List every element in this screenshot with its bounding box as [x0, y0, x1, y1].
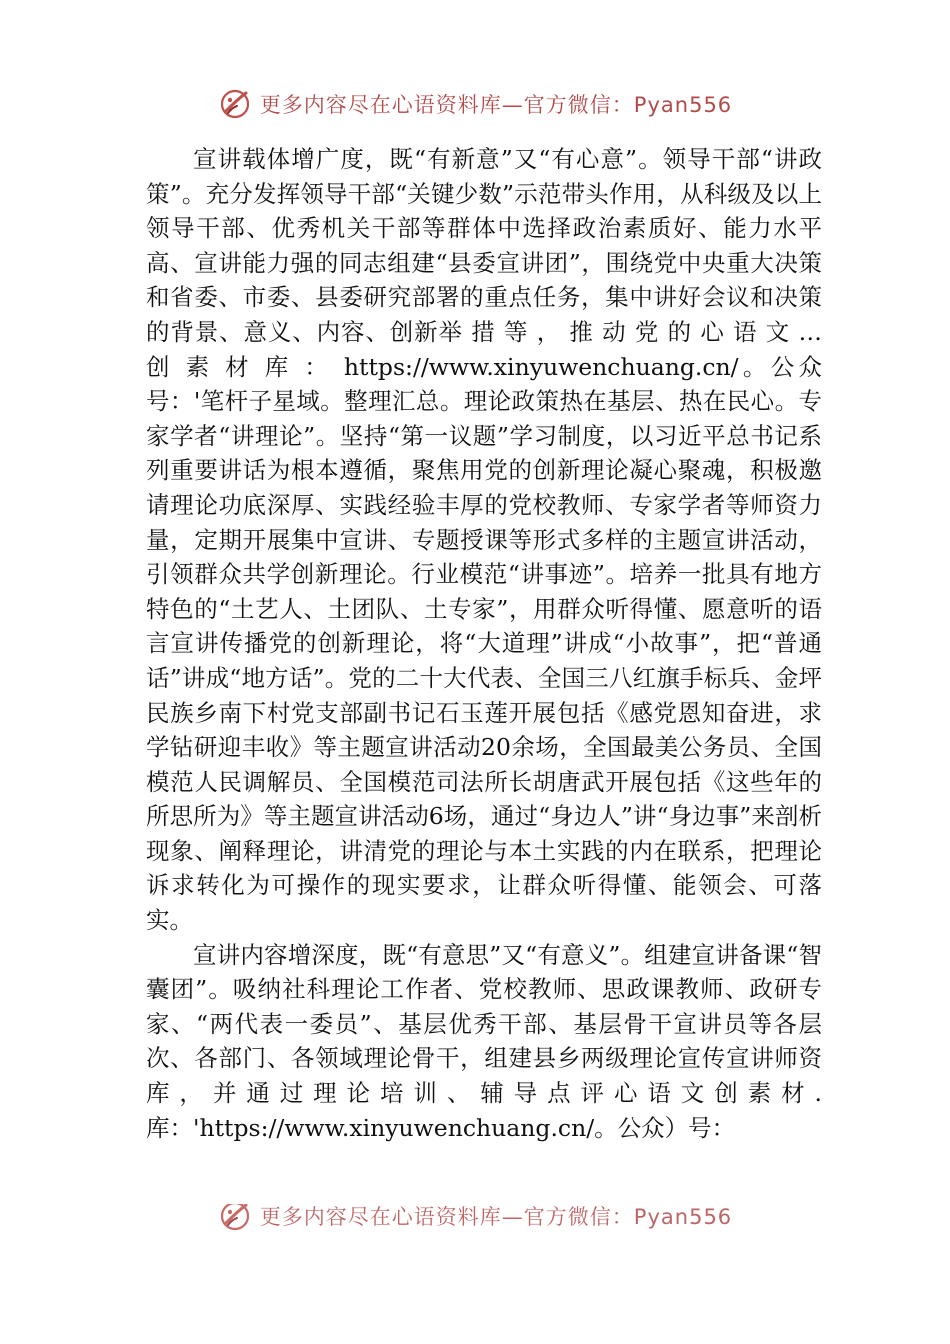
paragraph-1: 宣讲载体增广度，既“有新意”又“有心意”。领导干部“讲政策”。充分发挥领导干部“关键少数”示范带头作用，从科级及以上领导干部、优秀机关干部等群体中选择政治素质好、能力水平高、宣讲能力强的同志组建“县委宣讲团”，围绕党中央重大决策和省委、市委、县委研究部署的重点任务，集中讲好会议和决策的背景、意义、内容、创新举 措 等 ， 推 动 党 的 心 语 文 … 创 素 材 库 ： https://www.xinyuwenchuang.cn/。公众号：'笔杆子星域。整理汇总。理论政策热在基层、热在民心。专家学者“讲理论”。坚持“第一议题”学习制度，以习近平总书记系列重要讲话为根本遵循，聚焦用党的创新理论凝心聚魂，积极邀请理论功底深厚、实践经验丰厚的党校教师、专家学者等师资力量，定期开展集中宣讲、专题授课等形式多样的主题宣讲活动，引领群众共学创新理论。行业模范“讲事迹”。培养一批具有地方特色的“土艺人、土团队、土专家”，用群众听得懂、愿意听的语言宣讲传播党的创新理论，将“大道理”讲成“小故事”，把“普通话”讲成“地方话”。党的二十大代表、全国三八红旗手标兵、金坪民族乡南下村党支部副书记石玉莲开展包括《感党恩知奋进，求学钻研迎丰收》等主题宣讲活动20余场，全国最美公务员、全国模范人民调解员、全国模范司法所长胡唐武开展包括《这些年的所思所为》等主题宣讲活动6场，通过“身边人”讲“身边事”来剖析现象、阐释理论，讲清党的理论与本土实践的内在联系，把理论诉求转化为可操作的现实要求，让群众听得懂、能领会、可落实。 — [146, 145, 822, 935]
banner-text: 更多内容尽在心语资料库—官方微信：Pyan556 — [259, 93, 733, 117]
footer-banner — [0, 1204, 950, 1244]
header-banner — [0, 84, 950, 124]
paragraph-2: 宣讲内容增深度，既“有意思”又“有意义”。组建宣讲备课“智囊团”。吸纳社科理论工作者、党校教师、思政课教师、政研专家、“两代表一委员”、基层优秀干部、基层骨干宣讲员等各层次、各部门、各领域理论骨干，组建县乡两级理论宣传宣讲师资库，并通过理论培训、辅导点评心语文创素材.库：'https://www.xinyuwenchuang.cn/。公众）号： — [146, 940, 822, 1142]
body-text — [146, 142, 822, 1145]
pen-brush-logo-icon — [218, 1204, 252, 1233]
banner-text: 更多内容尽在心语资料库—官方微信：Pyan556 — [259, 1205, 733, 1229]
pen-brush-logo-icon — [218, 87, 252, 121]
